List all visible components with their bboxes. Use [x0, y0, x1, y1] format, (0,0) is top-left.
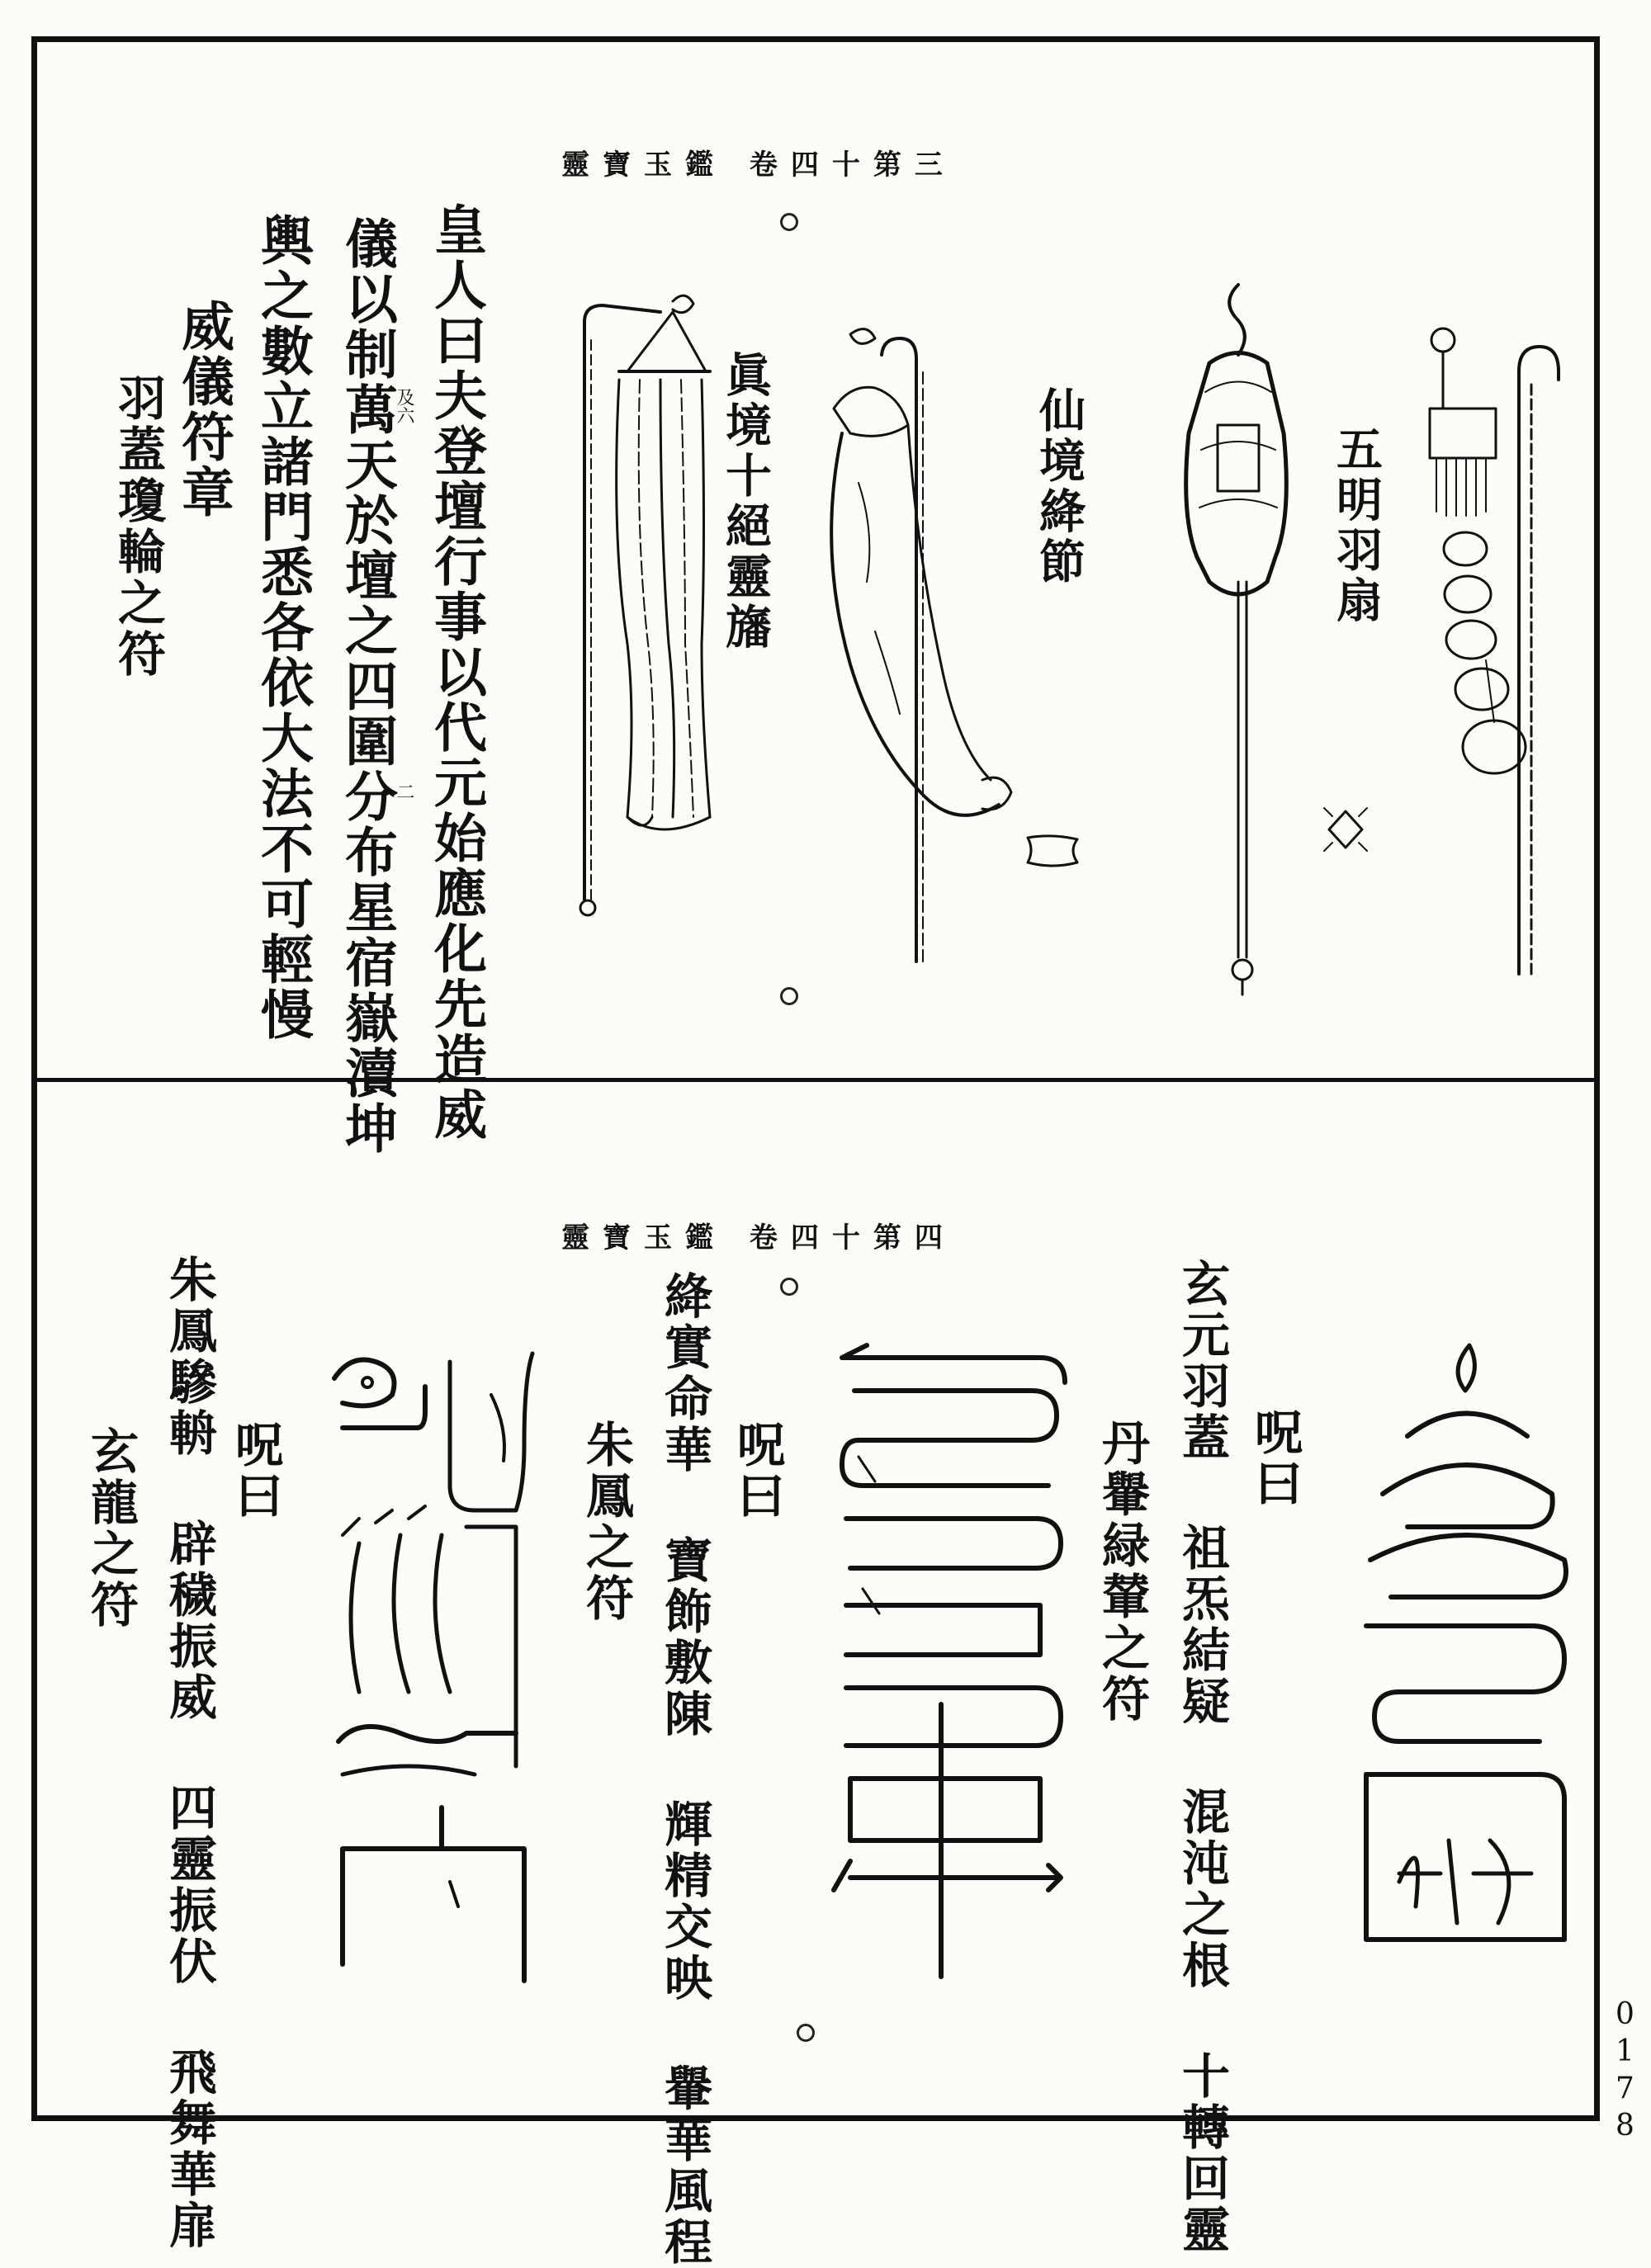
diamond-ornament-mark	[1321, 805, 1370, 854]
bottom-column-4: 絳實命華 寶飾敷陳 輝精交映 轝華風程	[656, 1271, 712, 2268]
punch-hole-mark	[780, 213, 798, 231]
top-section-heading: 威儀符章	[173, 299, 234, 520]
label-immortal-realm-tally: 仙境絳節	[1032, 386, 1086, 588]
punch-hole-mark	[797, 2024, 815, 2042]
top-annotation-1: 及六	[394, 388, 414, 424]
feather-fan-illustration	[1428, 314, 1560, 974]
label-five-bright-feather-fan: 五明羽扇	[1329, 425, 1384, 626]
vermilion-phoenix-talisman	[326, 1345, 541, 1989]
top-talisman-title: 羽蓋瓊輪之符	[110, 373, 166, 680]
label-ten-absolutes-banner: 眞境十絕靈旛	[718, 351, 773, 653]
bottom-column-9: 玄龍之符	[83, 1426, 139, 1631]
panel-divider	[31, 1078, 1600, 1082]
cloud-ornament-mark	[1019, 829, 1086, 871]
punch-hole-mark	[780, 1278, 798, 1296]
top-text-column-3: 輿之數立諸門悉各依大法不可輕慢	[252, 213, 314, 1042]
red-carriage-talisman	[826, 1341, 1073, 1985]
punch-hole-mark	[780, 987, 798, 1005]
bottom-running-header: 靈寶玉鑑 卷四十第四	[561, 1221, 956, 1254]
immortal-tally-illustration	[1160, 285, 1308, 995]
bottom-column-1: 玄元羽蓋 祖炁結疑 混沌之根 十轉回靈	[1174, 1259, 1230, 2256]
bottom-column-6: 朱鳳之符	[578, 1420, 634, 1624]
top-running-header: 靈寶玉鑑 卷四十第三	[561, 149, 956, 182]
ten-absolutes-banner-illustration	[570, 289, 710, 916]
bottom-column-3: 丹轝緑輦之符	[1094, 1418, 1150, 1725]
top-text-column-2: 儀以制萬天於壇之四圍分布星宿嶽瀆坤	[336, 216, 398, 1156]
page-number: 0178	[1608, 1997, 1642, 2146]
feather-canopy-talisman	[1350, 1345, 1581, 1940]
bottom-column-8: 呪曰	[227, 1420, 283, 1522]
top-text-column-1: 皇人曰夫登壇行事以代元始應化先造威	[425, 202, 487, 1142]
bottom-column-5: 呪曰	[729, 1420, 785, 1522]
bottom-column-7: 朱鳳驂輈 辟穢振威 四靈振伏 飛舞華扉	[161, 1254, 217, 2251]
bottom-column-2: 呪曰	[1247, 1407, 1303, 1510]
streamer-pole-illustration	[817, 318, 1024, 970]
top-annotation-2: 二	[394, 782, 414, 801]
